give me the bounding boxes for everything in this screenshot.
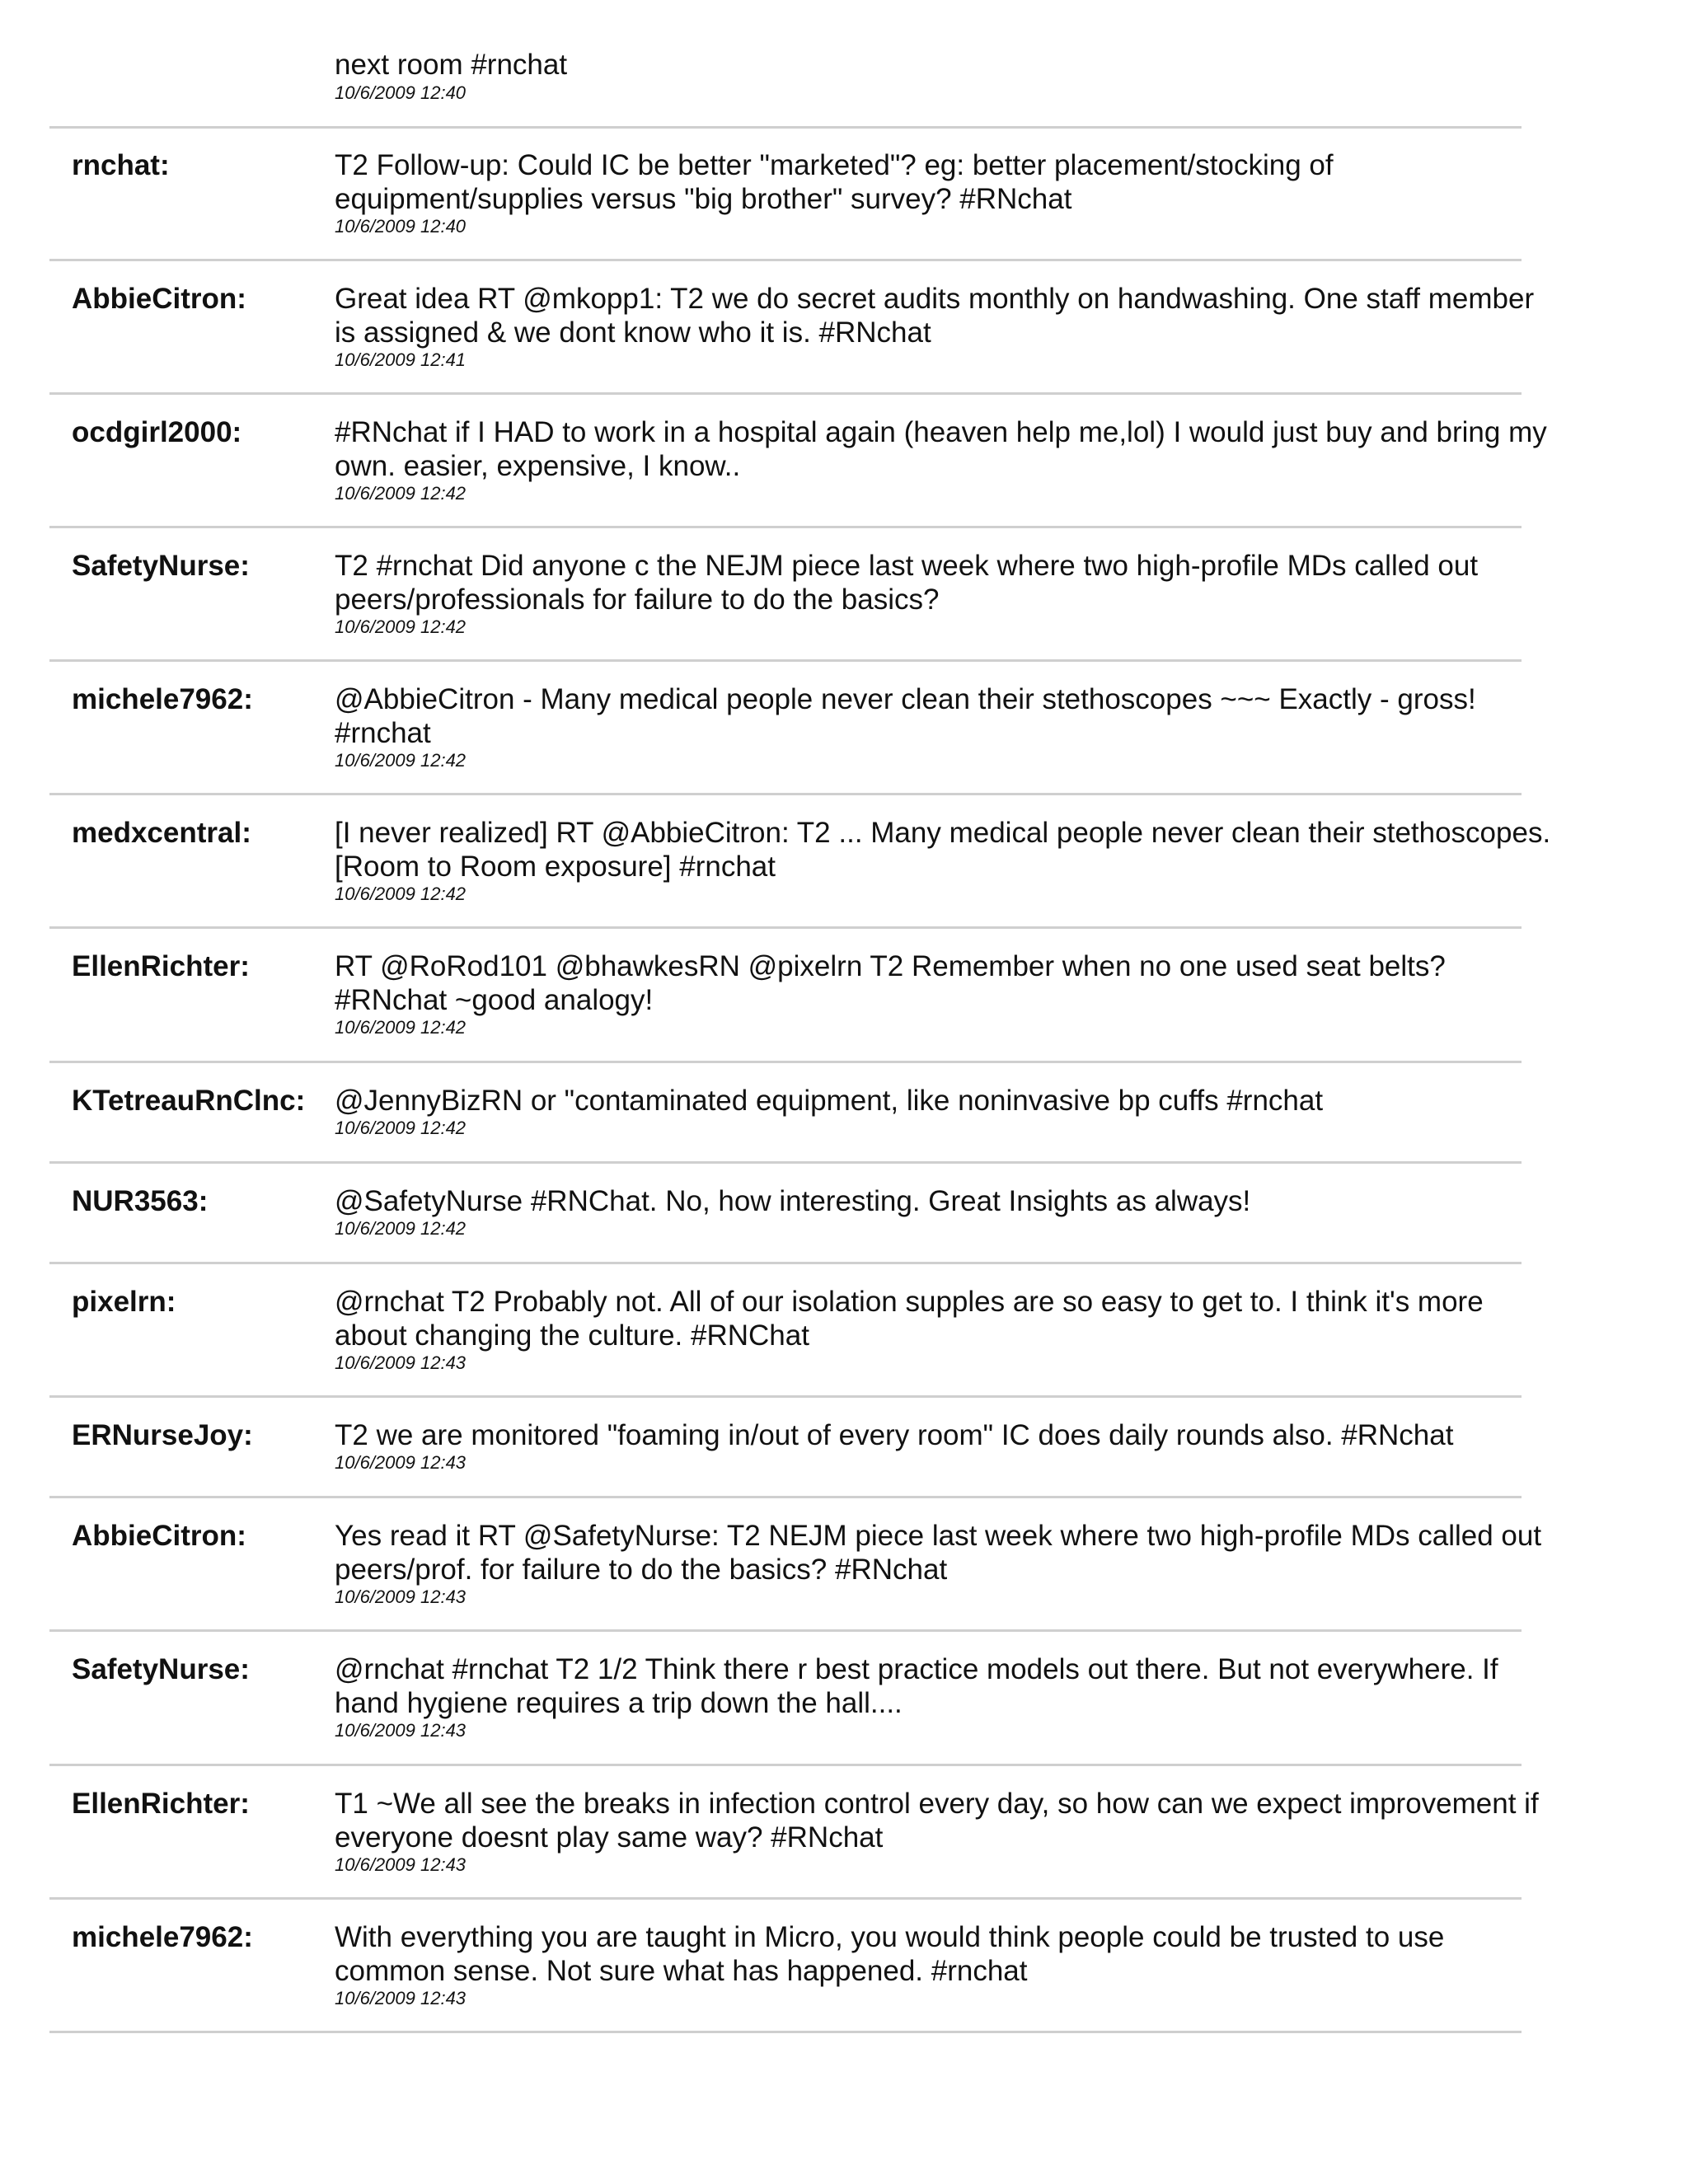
entry-body xyxy=(335,1920,1554,2009)
continued-entry xyxy=(335,48,1505,104)
entry-timestamp: 10/6/2009 12:42 xyxy=(335,883,467,904)
entry-timestamp: 10/6/2009 12:40 xyxy=(335,82,467,103)
entry-body xyxy=(335,949,1554,1038)
entry-author: AbbieCitron: xyxy=(72,283,246,315)
divider xyxy=(49,392,1522,395)
entry-timestamp: 10/6/2009 12:43 xyxy=(335,1452,467,1473)
divider xyxy=(49,1629,1522,1632)
entry-author: EllenRichter: xyxy=(72,1788,250,1820)
entry-body xyxy=(335,682,1554,771)
entry-text: #RNchat if I HAD to work in a hospital again (heaven help me,lol) I would just buy and bring my own. easier, expensive, I know.. xyxy=(335,416,1547,482)
entry-author: NUR3563: xyxy=(72,1185,209,1217)
entry-author: michele7962: xyxy=(72,1921,253,1953)
entry-timestamp: 10/6/2009 12:43 xyxy=(335,1586,467,1607)
entry-body xyxy=(335,415,1554,504)
entry-author: michele7962: xyxy=(72,683,253,715)
entry-author: rnchat: xyxy=(72,149,170,181)
entry-author: KTetreauRnClnc: xyxy=(72,1085,306,1117)
entry-text: [I never realized] RT @AbbieCitron: T2 ... Many medical people never clean their stethoscopes. [Room to Room exposure] #rnchat xyxy=(335,817,1551,883)
entry-body xyxy=(335,1519,1554,1608)
entry-text: @JennyBizRN or "contaminated equipment, like noninvasive bp cuffs #rnchat xyxy=(335,1085,1324,1117)
entry-text: Yes read it RT @SafetyNurse: T2 NEJM piece last week where two high-profile MDs called out peers/prof. for failure to do the basics? #RNchat xyxy=(335,1520,1542,1586)
divider xyxy=(49,1395,1522,1398)
divider xyxy=(49,1161,1522,1164)
divider xyxy=(49,1061,1522,1063)
entry-body xyxy=(335,282,1554,371)
entry-body xyxy=(335,549,1554,638)
entry-author: SafetyNurse: xyxy=(72,550,250,582)
divider xyxy=(49,793,1522,795)
entry-text: T2 Follow-up: Could IC be better "marketed"? eg: better placement/stocking of equipment/supplies versus "big brother" survey? #RNchat xyxy=(335,149,1334,215)
entry-body xyxy=(335,148,1554,237)
entry-text: @SafetyNurse #RNChat. No, how interesting. Great Insights as always! xyxy=(335,1185,1251,1217)
entry-text: With everything you are taught in Micro, you would think people could be trusted to use common sense. Not sure what has happened. #rnchat xyxy=(335,1921,1445,1987)
entry-timestamp: 10/6/2009 12:42 xyxy=(335,1118,467,1138)
entry-text: T2 #rnchat Did anyone c the NEJM piece last week where two high-profile MDs called out peers/professionals for failure to do the basics? xyxy=(335,550,1479,616)
entry-body xyxy=(335,1084,1554,1139)
entry-timestamp: 10/6/2009 12:42 xyxy=(335,616,467,637)
entry-text: @AbbieCitron - Many medical people never clean their stethoscopes ~~~ Exactly - gross! #rnchat xyxy=(335,683,1476,749)
divider xyxy=(49,2031,1522,2033)
entry-body xyxy=(335,1652,1554,1741)
entry-author: EllenRichter: xyxy=(72,950,250,982)
entry-text: T1 ~We all see the breaks in infection control every day, so how can we expect improvement if everyone doesnt play same way? #RNchat xyxy=(335,1788,1539,1854)
divider xyxy=(49,526,1522,528)
entry-body xyxy=(335,1787,1554,1876)
entry-author: ERNurseJoy: xyxy=(72,1419,253,1451)
entry-timestamp: 10/6/2009 12:42 xyxy=(335,483,467,504)
divider xyxy=(49,259,1522,261)
entry-author: pixelrn: xyxy=(72,1286,176,1318)
divider xyxy=(49,1262,1522,1264)
entry-timestamp: 10/6/2009 12:40 xyxy=(335,216,467,237)
entry-text: next room #rnchat xyxy=(335,49,568,81)
entry-author: SafetyNurse: xyxy=(72,1653,250,1685)
entry-timestamp: 10/6/2009 12:43 xyxy=(335,1988,467,2008)
divider xyxy=(49,126,1522,129)
entry-text: @rnchat #rnchat T2 1/2 Think there r best practice models out there. But not everywhere. If hand hygiene requires a trip down the hall.... xyxy=(335,1653,1498,1719)
divider xyxy=(49,1496,1522,1498)
entry-timestamp: 10/6/2009 12:42 xyxy=(335,1017,467,1038)
entry-timestamp: 10/6/2009 12:43 xyxy=(335,1352,467,1373)
entry-timestamp: 10/6/2009 12:42 xyxy=(335,1218,467,1239)
entry-body xyxy=(335,816,1554,905)
entry-text: T2 we are monitored "foaming in/out of every room" IC does daily rounds also. #RNchat xyxy=(335,1419,1454,1451)
entry-body xyxy=(335,1285,1554,1374)
entry-timestamp: 10/6/2009 12:41 xyxy=(335,349,467,370)
divider xyxy=(49,926,1522,929)
divider xyxy=(49,1897,1522,1900)
entry-author: medxcentral: xyxy=(72,817,251,849)
entry-author: AbbieCitron: xyxy=(72,1520,246,1552)
entry-body xyxy=(335,1418,1554,1474)
entry-timestamp: 10/6/2009 12:43 xyxy=(335,1720,467,1741)
entry-text: RT @RoRod101 @bhawkesRN @pixelrn T2 Remember when no one used seat belts? #RNchat ~good analogy! xyxy=(335,950,1446,1016)
divider xyxy=(49,1764,1522,1766)
entry-timestamp: 10/6/2009 12:43 xyxy=(335,1854,467,1875)
entry-body xyxy=(335,1184,1554,1240)
entry-text: Great idea RT @mkopp1: T2 we do secret audits monthly on handwashing. One staff member is assigned & we dont know who it is. #RNchat xyxy=(335,283,1535,349)
divider xyxy=(49,659,1522,662)
entry-text: @rnchat T2 Probably not. All of our isolation supples are so easy to get to. I think it's more about changing the culture. #RNChat xyxy=(335,1286,1484,1352)
entry-author: ocdgirl2000: xyxy=(72,416,242,448)
entry-timestamp: 10/6/2009 12:42 xyxy=(335,750,467,771)
